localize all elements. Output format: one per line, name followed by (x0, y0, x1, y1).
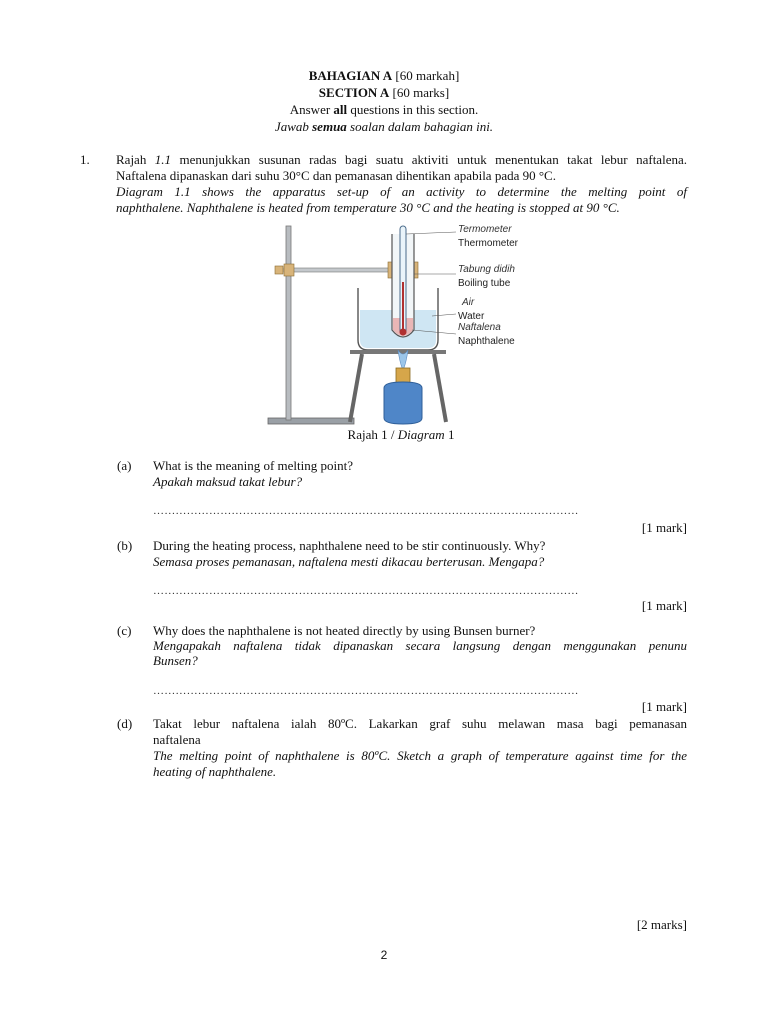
label-naphthalene-malay: Naftalena (458, 322, 501, 333)
label-boiling-tube-english: Boiling tube (458, 278, 511, 289)
part-a-answer-line[interactable]: …………………………………………………………………………………………………… (153, 505, 579, 517)
part-b-question-english: During the heating process, naphthalene need to be stir continuously. Why? (153, 538, 546, 553)
tripod-leg-right (434, 354, 446, 422)
diagram-caption: Rajah 1 / Diagram 1 (347, 427, 455, 442)
part-c-marks: [1 mark] (641, 699, 687, 714)
part-c-question-malay-line1: Mengapakah naftalena tidak dipanaskan secara langsung dengan menggunakan penunu (153, 638, 687, 653)
label-water-english: Water (458, 311, 485, 322)
label-naphthalene-english: Naphthalene (458, 336, 515, 347)
label-water-malay: Air (462, 297, 475, 308)
part-d-label: (d) (117, 716, 133, 731)
label-thermometer-english: Thermometer (458, 238, 519, 249)
part-d-question-english-line2: heating of naphthalene. (153, 764, 277, 779)
part-a-label: (a) (117, 458, 132, 473)
retort-stand-rod (286, 226, 291, 420)
thermometer-bulb (400, 329, 407, 336)
leader-thermometer (406, 232, 456, 234)
part-d-question-malay-line1: Takat lebur naftalena ialah 80ºC. Lakarkan graf suhu melawan masa bagi pemanasan (153, 716, 687, 731)
tripod-leg-left (350, 354, 362, 422)
question-english-line2: naphthalene. Naphthalene is heated from temperature 30 °C and the heating is stopped at 90 °C. (116, 200, 620, 215)
part-c-answer-line[interactable]: …………………………………………………………………………………………………… (153, 685, 579, 697)
part-c-question-malay-line2: Bunsen? (153, 653, 198, 668)
part-c-question-english: Why does the naphthalene is not heated directly by using Bunsen burner? (153, 623, 536, 638)
part-c-label: (c) (117, 623, 132, 638)
instruction-malay: Jawab semua soalan dalam bahagian ini. (274, 119, 494, 134)
retort-stand-base (268, 418, 354, 424)
instruction-english: Answer all questions in this section. (289, 102, 479, 117)
part-d-sketch-area[interactable] (153, 790, 687, 910)
question-english-line1: Diagram 1.1 shows the apparatus set-up of an activity to determine the melting point of (116, 184, 687, 199)
part-b-answer-line[interactable]: …………………………………………………………………………………………………… (153, 585, 579, 597)
section-title-malay: BAHAGIAN A [60 markah] (308, 68, 460, 83)
gas-canister (384, 382, 422, 424)
section-title-english: SECTION A [60 marks] (318, 85, 450, 100)
part-a-question-malay: Apakah maksud takat lebur? (153, 474, 303, 489)
part-d-marks: [2 marks] (636, 917, 687, 932)
thermometer-liquid (402, 282, 404, 332)
part-a-question-english: What is the meaning of melting point? (153, 458, 354, 473)
part-d-question-english-line1: The melting point of naphthalene is 80ºC. Sketch a graph of temperature against time for the (153, 748, 687, 763)
part-a-marks: [1 mark] (641, 520, 687, 535)
label-boiling-tube-malay: Tabung didih (458, 264, 515, 275)
page-number: 2 (380, 948, 388, 962)
question-malay-line2: Naftalena dipanaskan dari suhu 30°C dan pemanasan dihentikan apabila pada 90 °C. (116, 168, 556, 183)
question-number: 1. (80, 152, 90, 167)
boss-head (284, 264, 294, 276)
part-b-marks: [1 mark] (641, 598, 687, 613)
part-d-question-malay-line2: naftalena (153, 732, 201, 747)
boss-screw (275, 266, 283, 274)
part-b-label: (b) (117, 538, 133, 553)
question-malay-line1: Rajah 1.1 menunjukkan susunan radas bagi suatu aktiviti untuk menentukan takat lebur naftalena. (116, 152, 687, 167)
part-b-question-malay: Semasa proses pemanasan, naftalena mesti dikacau berterusan. Mengapa? (153, 554, 545, 569)
label-thermometer-malay: Termometer (458, 224, 512, 235)
